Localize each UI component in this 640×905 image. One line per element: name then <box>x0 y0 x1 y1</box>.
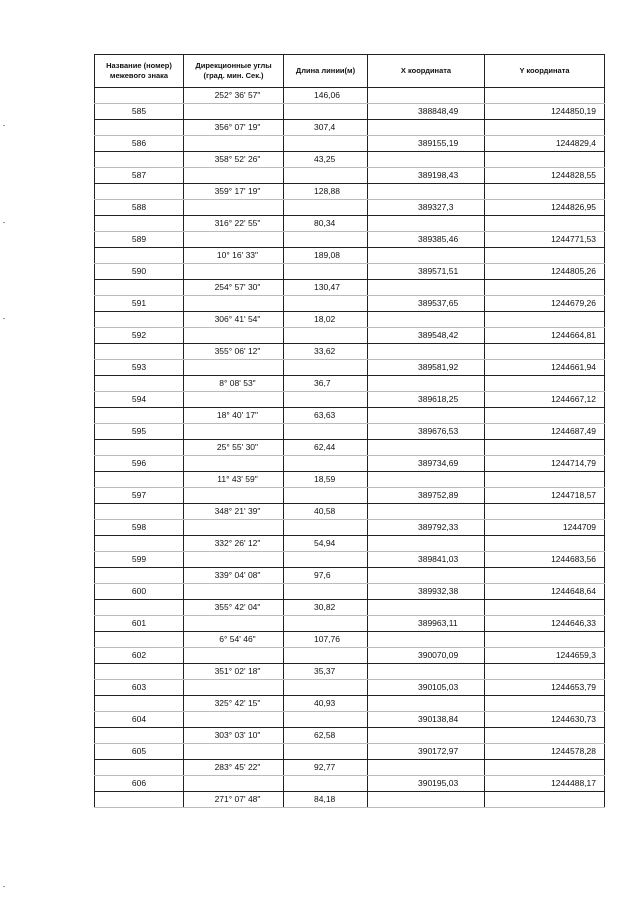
cell-line-length: 35,37 <box>284 664 368 680</box>
cell-empty <box>95 280 184 296</box>
cell-line-length: 18,59 <box>284 472 368 488</box>
cell-line-length: 189,08 <box>284 248 368 264</box>
cell-empty <box>184 712 284 728</box>
cell-empty <box>95 152 184 168</box>
cell-direction-angle: 355° 42' 04" <box>184 600 284 616</box>
cell-empty <box>284 584 368 600</box>
cell-empty <box>485 536 605 552</box>
cell-point-name: 606 <box>95 776 184 792</box>
cell-point-name: 593 <box>95 360 184 376</box>
table-row-segment <box>95 88 605 104</box>
cell-empty <box>184 616 284 632</box>
cell-point-name: 605 <box>95 744 184 760</box>
cell-x-coordinate: 390138,84 <box>368 712 485 728</box>
boundary-coordinates-table <box>94 54 605 808</box>
cell-y-coordinate: 1244829,4 <box>485 136 605 152</box>
header-line-length: Длина линии(м) <box>284 55 368 88</box>
table-row-point <box>95 168 605 184</box>
cell-point-name: 590 <box>95 264 184 280</box>
table-row-segment <box>95 184 605 200</box>
cell-x-coordinate: 390172,97 <box>368 744 485 760</box>
cell-empty <box>368 536 485 552</box>
scan-edge-mark <box>3 222 5 223</box>
cell-point-name: 591 <box>95 296 184 312</box>
cell-empty <box>184 680 284 696</box>
cell-empty <box>95 440 184 456</box>
header-x-coordinate: X координата <box>368 55 485 88</box>
cell-empty <box>368 184 485 200</box>
cell-direction-angle: 356° 07' 19" <box>184 120 284 136</box>
cell-empty <box>485 504 605 520</box>
cell-empty <box>368 600 485 616</box>
cell-direction-angle: 8° 08' 53" <box>184 376 284 392</box>
cell-x-coordinate: 389792,33 <box>368 520 485 536</box>
cell-y-coordinate: 1244687,49 <box>485 424 605 440</box>
cell-empty <box>485 88 605 104</box>
header-direction-angle: Дирекционные углы (град. мин. Сек.) <box>184 55 284 88</box>
cell-empty <box>485 120 605 136</box>
cell-point-name: 595 <box>95 424 184 440</box>
table-row-point <box>95 648 605 664</box>
cell-empty <box>368 792 485 808</box>
cell-empty <box>95 184 184 200</box>
cell-empty <box>368 248 485 264</box>
cell-empty <box>485 792 605 808</box>
cell-empty <box>95 760 184 776</box>
cell-empty <box>284 680 368 696</box>
cell-empty <box>485 248 605 264</box>
cell-direction-angle: 332° 26' 12" <box>184 536 284 552</box>
cell-empty <box>485 312 605 328</box>
cell-empty <box>95 408 184 424</box>
cell-line-length: 40,58 <box>284 504 368 520</box>
cell-y-coordinate: 1244679,26 <box>485 296 605 312</box>
cell-line-length: 63,63 <box>284 408 368 424</box>
table-row-point <box>95 712 605 728</box>
cell-empty <box>368 472 485 488</box>
cell-direction-angle: 358° 52' 26" <box>184 152 284 168</box>
cell-line-length: 107,76 <box>284 632 368 648</box>
cell-direction-angle: 359° 17' 19" <box>184 184 284 200</box>
cell-y-coordinate: 1244828,55 <box>485 168 605 184</box>
cell-empty <box>184 296 284 312</box>
cell-empty <box>284 712 368 728</box>
cell-empty <box>95 696 184 712</box>
cell-y-coordinate: 1244683,56 <box>485 552 605 568</box>
cell-y-coordinate: 1244709 <box>485 520 605 536</box>
cell-line-length: 18,02 <box>284 312 368 328</box>
cell-x-coordinate: 389155,19 <box>368 136 485 152</box>
cell-line-length: 30,82 <box>284 600 368 616</box>
cell-empty <box>284 328 368 344</box>
cell-x-coordinate: 390195,03 <box>368 776 485 792</box>
cell-empty <box>95 504 184 520</box>
header-y-coordinate: Y координата <box>485 55 605 88</box>
cell-empty <box>284 296 368 312</box>
cell-empty <box>95 536 184 552</box>
cell-empty <box>284 456 368 472</box>
cell-empty <box>368 728 485 744</box>
cell-line-length: 36,7 <box>284 376 368 392</box>
cell-empty <box>284 552 368 568</box>
cell-empty <box>184 104 284 120</box>
cell-empty <box>485 696 605 712</box>
table-row-point <box>95 392 605 408</box>
table-row-segment <box>95 472 605 488</box>
cell-y-coordinate: 1244630,73 <box>485 712 605 728</box>
cell-empty <box>368 664 485 680</box>
cell-empty <box>284 744 368 760</box>
table-row-point <box>95 456 605 472</box>
cell-empty <box>95 664 184 680</box>
cell-line-length: 97,6 <box>284 568 368 584</box>
table-row-segment <box>95 728 605 744</box>
cell-empty <box>368 760 485 776</box>
cell-point-name: 598 <box>95 520 184 536</box>
cell-y-coordinate: 1244648,64 <box>485 584 605 600</box>
cell-direction-angle: 6° 54' 46" <box>184 632 284 648</box>
cell-empty <box>184 328 284 344</box>
cell-point-name: 600 <box>95 584 184 600</box>
table-row-point <box>95 520 605 536</box>
table-row-segment <box>95 152 605 168</box>
cell-empty <box>368 216 485 232</box>
scan-edge-mark <box>3 318 5 319</box>
cell-direction-angle: 355° 06' 12" <box>184 344 284 360</box>
cell-y-coordinate: 1244646,33 <box>485 616 605 632</box>
cell-direction-angle: 11° 43' 59" <box>184 472 284 488</box>
table-row-point <box>95 136 605 152</box>
cell-direction-angle: 252° 36' 57" <box>184 88 284 104</box>
cell-point-name: 601 <box>95 616 184 632</box>
cell-empty <box>368 376 485 392</box>
cell-x-coordinate: 389537,65 <box>368 296 485 312</box>
cell-x-coordinate: 389963,11 <box>368 616 485 632</box>
table-row-point <box>95 424 605 440</box>
cell-x-coordinate: 389841,03 <box>368 552 485 568</box>
cell-x-coordinate: 388848,49 <box>368 104 485 120</box>
cell-empty <box>95 632 184 648</box>
table-row-point <box>95 104 605 120</box>
cell-line-length: 84,18 <box>284 792 368 808</box>
table-row-segment <box>95 376 605 392</box>
cell-empty <box>184 648 284 664</box>
cell-line-length: 80,34 <box>284 216 368 232</box>
cell-point-name: 594 <box>95 392 184 408</box>
table-row-point <box>95 616 605 632</box>
table-row-segment <box>95 600 605 616</box>
cell-empty <box>485 184 605 200</box>
cell-empty <box>368 440 485 456</box>
cell-y-coordinate: 1244653,79 <box>485 680 605 696</box>
cell-empty <box>368 696 485 712</box>
table-row-segment <box>95 696 605 712</box>
cell-empty <box>95 88 184 104</box>
table-header-row <box>95 55 605 88</box>
cell-line-length: 307,4 <box>284 120 368 136</box>
cell-empty <box>184 584 284 600</box>
cell-x-coordinate: 390105,03 <box>368 680 485 696</box>
cell-y-coordinate: 1244664,81 <box>485 328 605 344</box>
cell-x-coordinate: 389676,53 <box>368 424 485 440</box>
cell-empty <box>284 264 368 280</box>
cell-direction-angle: 303° 03' 10" <box>184 728 284 744</box>
cell-empty <box>95 344 184 360</box>
cell-point-name: 599 <box>95 552 184 568</box>
table-row-point <box>95 360 605 376</box>
table-row-segment <box>95 632 605 648</box>
cell-empty <box>184 264 284 280</box>
cell-direction-angle: 316° 22' 55" <box>184 216 284 232</box>
header-point-name: Название (номер) межевого знака <box>95 55 184 88</box>
cell-empty <box>485 152 605 168</box>
cell-empty <box>95 472 184 488</box>
table-row-segment <box>95 312 605 328</box>
cell-empty <box>284 776 368 792</box>
cell-empty <box>284 520 368 536</box>
cell-empty <box>95 376 184 392</box>
cell-empty <box>95 248 184 264</box>
table-row-point <box>95 328 605 344</box>
scan-edge-mark <box>3 125 5 126</box>
cell-empty <box>284 360 368 376</box>
cell-x-coordinate: 389618,25 <box>368 392 485 408</box>
table-row-point <box>95 488 605 504</box>
table-row-segment <box>95 760 605 776</box>
table-row-segment <box>95 216 605 232</box>
cell-empty <box>184 520 284 536</box>
cell-empty <box>485 216 605 232</box>
table-row-point <box>95 552 605 568</box>
cell-empty <box>95 792 184 808</box>
cell-line-length: 146,06 <box>284 88 368 104</box>
cell-y-coordinate: 1244488,17 <box>485 776 605 792</box>
cell-line-length: 62,44 <box>284 440 368 456</box>
cell-x-coordinate: 389932,38 <box>368 584 485 600</box>
cell-y-coordinate: 1244850,19 <box>485 104 605 120</box>
cell-y-coordinate: 1244718,57 <box>485 488 605 504</box>
cell-direction-angle: 10° 16' 33" <box>184 248 284 264</box>
cell-direction-angle: 25° 55' 30" <box>184 440 284 456</box>
cell-line-length: 130,47 <box>284 280 368 296</box>
cell-empty <box>485 760 605 776</box>
cell-direction-angle: 283° 45' 22" <box>184 760 284 776</box>
table-row-segment <box>95 344 605 360</box>
cell-direction-angle: 339° 04' 08" <box>184 568 284 584</box>
table-row-segment <box>95 664 605 680</box>
cell-empty <box>184 136 284 152</box>
cell-x-coordinate: 389734,69 <box>368 456 485 472</box>
cell-empty <box>368 280 485 296</box>
cell-empty <box>284 232 368 248</box>
table-row-segment <box>95 248 605 264</box>
table-row-segment <box>95 120 605 136</box>
table-row-point <box>95 744 605 760</box>
cell-line-length: 33,62 <box>284 344 368 360</box>
cell-empty <box>184 456 284 472</box>
cell-point-name: 585 <box>95 104 184 120</box>
cell-empty <box>485 568 605 584</box>
cell-empty <box>368 312 485 328</box>
cell-empty <box>485 728 605 744</box>
cell-direction-angle: 306° 41' 54" <box>184 312 284 328</box>
cell-empty <box>485 600 605 616</box>
cell-direction-angle: 254° 57' 30" <box>184 280 284 296</box>
cell-point-name: 597 <box>95 488 184 504</box>
cell-x-coordinate: 389571,51 <box>368 264 485 280</box>
cell-y-coordinate: 1244805,26 <box>485 264 605 280</box>
cell-line-length: 43,25 <box>284 152 368 168</box>
cell-empty <box>184 168 284 184</box>
cell-empty <box>284 200 368 216</box>
cell-empty <box>95 728 184 744</box>
cell-empty <box>184 424 284 440</box>
cell-y-coordinate: 1244578,28 <box>485 744 605 760</box>
cell-x-coordinate: 389198,43 <box>368 168 485 184</box>
cell-y-coordinate: 1244826,95 <box>485 200 605 216</box>
table-row-segment <box>95 440 605 456</box>
cell-y-coordinate: 1244659,3 <box>485 648 605 664</box>
cell-empty <box>485 664 605 680</box>
cell-direction-angle: 325° 42' 15" <box>184 696 284 712</box>
cell-empty <box>368 408 485 424</box>
cell-empty <box>485 344 605 360</box>
cell-x-coordinate: 389548,42 <box>368 328 485 344</box>
cell-empty <box>184 232 284 248</box>
cell-empty <box>485 632 605 648</box>
scan-edge-mark <box>3 886 5 887</box>
table-row-point <box>95 264 605 280</box>
table-row-point <box>95 680 605 696</box>
cell-empty <box>284 616 368 632</box>
cell-point-name: 592 <box>95 328 184 344</box>
cell-empty <box>368 120 485 136</box>
cell-direction-angle: 271° 07' 48" <box>184 792 284 808</box>
cell-x-coordinate: 389327,3 <box>368 200 485 216</box>
table-row-point <box>95 232 605 248</box>
cell-point-name: 603 <box>95 680 184 696</box>
cell-direction-angle: 348° 21' 39" <box>184 504 284 520</box>
cell-empty <box>284 488 368 504</box>
table-row-segment <box>95 536 605 552</box>
cell-empty <box>184 392 284 408</box>
cell-point-name: 587 <box>95 168 184 184</box>
cell-empty <box>184 552 284 568</box>
cell-empty <box>184 360 284 376</box>
cell-line-length: 92,77 <box>284 760 368 776</box>
cell-empty <box>485 472 605 488</box>
cell-empty <box>284 392 368 408</box>
table-row-segment <box>95 408 605 424</box>
cell-empty <box>485 280 605 296</box>
cell-empty <box>284 424 368 440</box>
cell-x-coordinate: 389385,46 <box>368 232 485 248</box>
table-row-point <box>95 296 605 312</box>
table-row-segment <box>95 568 605 584</box>
cell-empty <box>368 504 485 520</box>
cell-x-coordinate: 390070,09 <box>368 648 485 664</box>
cell-y-coordinate: 1244667,12 <box>485 392 605 408</box>
cell-y-coordinate: 1244714,79 <box>485 456 605 472</box>
table-row-segment <box>95 280 605 296</box>
cell-direction-angle: 351° 02' 18" <box>184 664 284 680</box>
cell-empty <box>485 408 605 424</box>
cell-line-length: 128,88 <box>284 184 368 200</box>
cell-empty <box>95 568 184 584</box>
cell-empty <box>95 120 184 136</box>
cell-line-length: 54,94 <box>284 536 368 552</box>
cell-empty <box>284 136 368 152</box>
cell-x-coordinate: 389581,92 <box>368 360 485 376</box>
cell-empty <box>284 104 368 120</box>
table-row-point <box>95 776 605 792</box>
cell-empty <box>368 152 485 168</box>
cell-empty <box>284 168 368 184</box>
cell-empty <box>485 440 605 456</box>
cell-empty <box>368 344 485 360</box>
cell-point-name: 596 <box>95 456 184 472</box>
cell-empty <box>284 648 368 664</box>
table-row-point <box>95 200 605 216</box>
cell-y-coordinate: 1244771,53 <box>485 232 605 248</box>
cell-empty <box>95 312 184 328</box>
cell-line-length: 40,93 <box>284 696 368 712</box>
cell-empty <box>485 376 605 392</box>
cell-point-name: 586 <box>95 136 184 152</box>
cell-empty <box>368 88 485 104</box>
cell-empty <box>368 568 485 584</box>
table-row-point <box>95 584 605 600</box>
cell-empty <box>184 200 284 216</box>
cell-y-coordinate: 1244661,94 <box>485 360 605 376</box>
table-row-segment <box>95 504 605 520</box>
cell-empty <box>184 744 284 760</box>
cell-point-name: 588 <box>95 200 184 216</box>
cell-empty <box>368 632 485 648</box>
cell-point-name: 602 <box>95 648 184 664</box>
cell-point-name: 604 <box>95 712 184 728</box>
cell-empty <box>184 776 284 792</box>
cell-line-length: 62,58 <box>284 728 368 744</box>
cell-direction-angle: 18° 40' 17" <box>184 408 284 424</box>
table-row-segment <box>95 792 605 808</box>
cell-empty <box>95 600 184 616</box>
cell-x-coordinate: 389752,89 <box>368 488 485 504</box>
cell-empty <box>184 488 284 504</box>
cell-point-name: 589 <box>95 232 184 248</box>
cell-empty <box>95 216 184 232</box>
